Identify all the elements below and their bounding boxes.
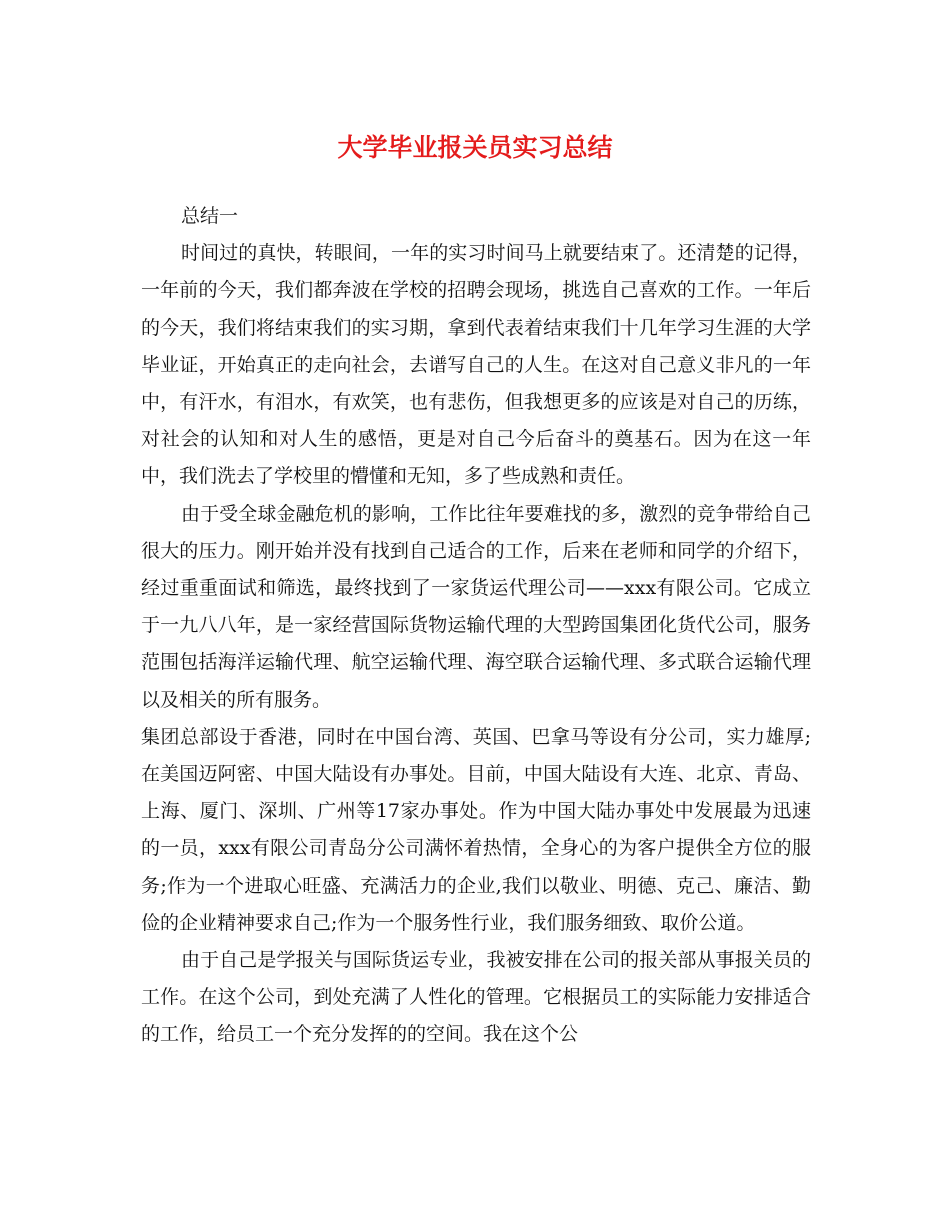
paragraph-3: 集团总部设于香港，同时在中国台湾、英国、巴拿马等设有分公司，实力雄厚;在美国迈阿密、中国大陆设有办事处。目前，中国大陆设有大连、北京、青岛、上海、厦门、深圳、广州等17家办事处。作为中国大陆办事处中发展最为迅速的一员，xxx有限公司青岛分公司满怀着热情，全身心的为客户提供全方位的服务;作为一个进取心旺盛、充满活力的企业,我们以敬业、明德、克己、廉洁、勤俭的企业精神要求自己;作为一个服务性行业，我们服务细致、取价公道。 xyxy=(141,725,811,934)
section-label: 总结一 xyxy=(181,205,239,227)
paragraph-2: 由于受全球金融危机的影响，工作比往年要难找的多，激烈的竞争带给自己很大的压力。刚开始并没有找到自己适合的工作，后来在老师和同学的介绍下，经过重重面试和筛选，最终找到了一家货运代理公司——xxx有限公司。它成立于一九八八年，是一家经营国际货物运输代理的大型跨国集团化货代公司，服务范围包括海洋运输代理、航空运输代理、海空联合运输代理、多式联合运输代理以及相关的所有服务。 xyxy=(141,502,811,711)
document-body xyxy=(141,198,811,1054)
document-title: 大学毕业报关员实习总结 xyxy=(337,133,613,162)
paragraph-4: 由于自己是学报关与国际货运专业，我被安排在公司的报关部从事报关员的工作。在这个公司，到处充满了人性化的管理。它根据员工的实际能力安排适合的工作，给员工一个充分发挥的的空间。我在这个公 xyxy=(141,949,811,1046)
paragraph-1: 时间过的真快，转眼间，一年的实习时间马上就要结束了。还清楚的记得，一年前的今天，我们都奔波在学校的招聘会现场，挑选自己喜欢的工作。一年后的今天，我们将结束我们的实习期，拿到代表着结束我们十几年学习生涯的大学毕业证，开始真正的走向社会，去谱写自己的人生。在这对自己意义非凡的一年中，有汗水，有泪水，有欢笑，也有悲伤，但我想更多的应该是对自己的历练，对社会的认知和对人生的感悟，更是对自己今后奋斗的奠基石。因为在这一年中，我们洗去了学校里的懵懂和无知，多了些成熟和责任。 xyxy=(141,242,811,488)
